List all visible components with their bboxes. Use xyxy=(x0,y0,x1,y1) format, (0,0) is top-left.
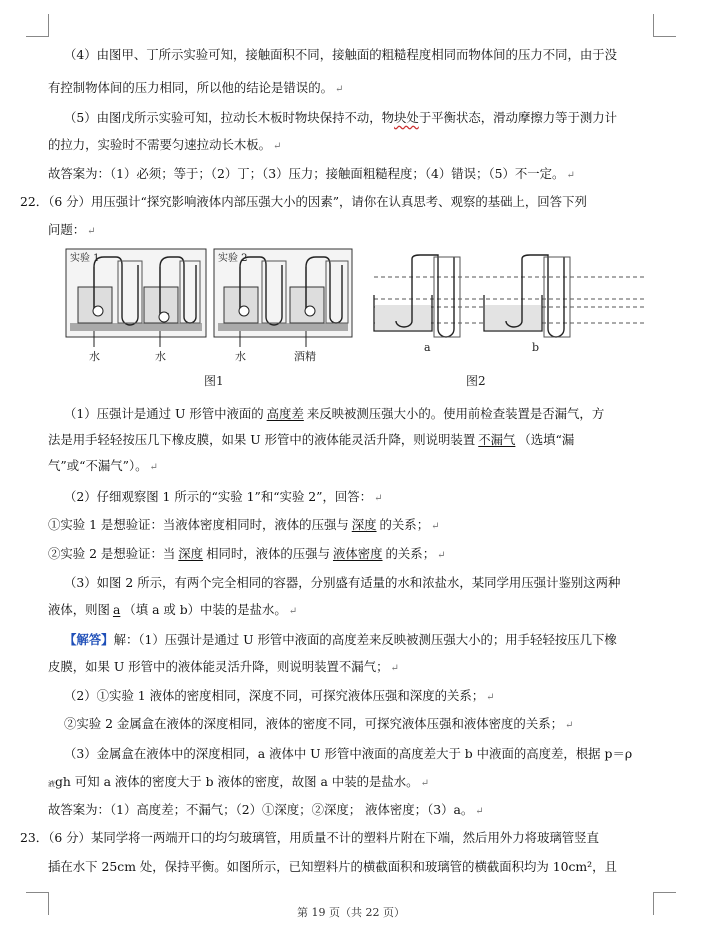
text-line: 皮膜，如果 U 形管中的液体能灵活升降，则说明装置不漏气； ↵ xyxy=(48,659,399,674)
text-line: （5）由图戊所示实验可知，拉动长木板时物块保持不动，物块处于平衡状态，滑动摩擦力等于测力计 xyxy=(64,110,618,125)
text-line: 的拉力，实验时不需要匀速拉动长木板。 ↵ xyxy=(48,137,282,152)
experiment-1-label: 实验 1 xyxy=(70,253,100,264)
crop-mark-top-left xyxy=(26,14,49,37)
crop-mark-top-right xyxy=(653,14,676,37)
text-line: ②实验 2 是想验证：当 深度 相同时，液体的压强与 液体密度 的关系； ↵ xyxy=(48,546,446,561)
text-line: ②实验 2 金属盒在液体的深度相同，液体的密度不同，可探究液体压强和液体密度的关系； ↵ xyxy=(64,716,574,731)
label-water-1: 水 xyxy=(89,350,100,363)
text-line: 问题： ↵ xyxy=(48,222,96,237)
text-line: 故答案为：（1）必须；等于；（2）丁；（3）压力；接触面粗糙程度；（4）错误；（5）不一定。 ↵ xyxy=(48,166,575,181)
figure-2-label-b: b xyxy=(532,341,540,354)
question-22-part-3: （3）如图 2 所示，有两个完全相同的容器，分别盛有适量的水和浓盐水，某同学用压强计鉴别这两种 xyxy=(64,575,621,590)
label-water-3: 水 xyxy=(235,350,246,363)
text-line: （2）①实验 1 液体的密度相同，深度不同，可探究液体压强和深度的关系； ↵ xyxy=(64,688,495,703)
text-line: 法是用手轻轻按压几下橡皮膜，如果 U 形管中的液体能灵活升降，则说明装置 不漏气 （选填“漏 xyxy=(48,432,575,447)
table-surface xyxy=(70,323,202,331)
question-22-part-2: （2）仔细观察图 1 所示的“实验 1”和“实验 2”，回答： ↵ xyxy=(64,489,383,504)
answer-tag: 【解答】 xyxy=(64,632,114,647)
answer-line: 【解答】解：（1）压强计是通过 U 形管中液面的高度差来反映被测压强大小的；用手轻轻按压几下橡 xyxy=(64,632,617,647)
figure-1-caption: 图1 xyxy=(204,374,224,388)
text-line: （3）金属盒在液体中的深度相同，a 液体中 U 形管中液面的高度差大于 b 中液面的高度差，根据 p＝ρ xyxy=(64,746,633,761)
experiment-2-label: 实验 2 xyxy=(218,253,248,264)
question-22-heading: 22．（6 分）用压强计“探究影响液体内部压强大小的因素”，请你在认真思考、观察的基础上，回答下列 xyxy=(20,194,587,209)
figure-2-label-a: a xyxy=(424,341,431,354)
text-line: 液体，则图 a （填 a 或 b）中装的是盐水。 ↵ xyxy=(48,602,298,617)
label-water-2: 水 xyxy=(155,350,166,363)
text-line: 液gh 可知 a 液体的密度大于 b 液体的密度，故图 a 中装的是盐水。 ↵ xyxy=(48,774,429,789)
text-line: 插在水下 25cm 处，保持平衡。如图所示，已知塑料片的横截面积和玻璃管的横截面积均为 10cm²，且 xyxy=(48,859,617,874)
text-line: 有控制物体间的压力相同，所以他的结论是错误的。 ↵ xyxy=(48,80,344,95)
text-line: 气”或“不漏气”）。 ↵ xyxy=(48,458,158,473)
text-line: 故答案为：（1）高度差；不漏气；（2）①深度；②深度； 液体密度；（3）a。 ↵ xyxy=(48,802,484,817)
question-23-heading: 23．（6 分）某同学将一两端开口的均匀玻璃管，用质量不计的塑料片附在下端，然后用外力将玻璃管竖直 xyxy=(20,830,599,845)
pressure-gauge-figure xyxy=(64,247,654,392)
question-22-part-1: （1）压强计是通过 U 形管中液面的 高度差 来反映被测压强大小的。使用前检查装置是否漏气，方 xyxy=(64,406,605,421)
figure-2-caption: 图2 xyxy=(466,374,486,388)
text-line: ①实验 1 是想验证：当液体密度相同时，液体的压强与 深度 的关系； ↵ xyxy=(48,517,440,532)
beaker xyxy=(78,287,112,323)
text-line: （4）由图甲、丁所示实验可知，接触面积不同，接触面的粗糙程度相同而物体间的压力不同，由于没 xyxy=(64,47,618,62)
page-number: 第 19 页（共 22 页） xyxy=(297,906,405,919)
label-alcohol: 酒精 xyxy=(294,350,316,363)
